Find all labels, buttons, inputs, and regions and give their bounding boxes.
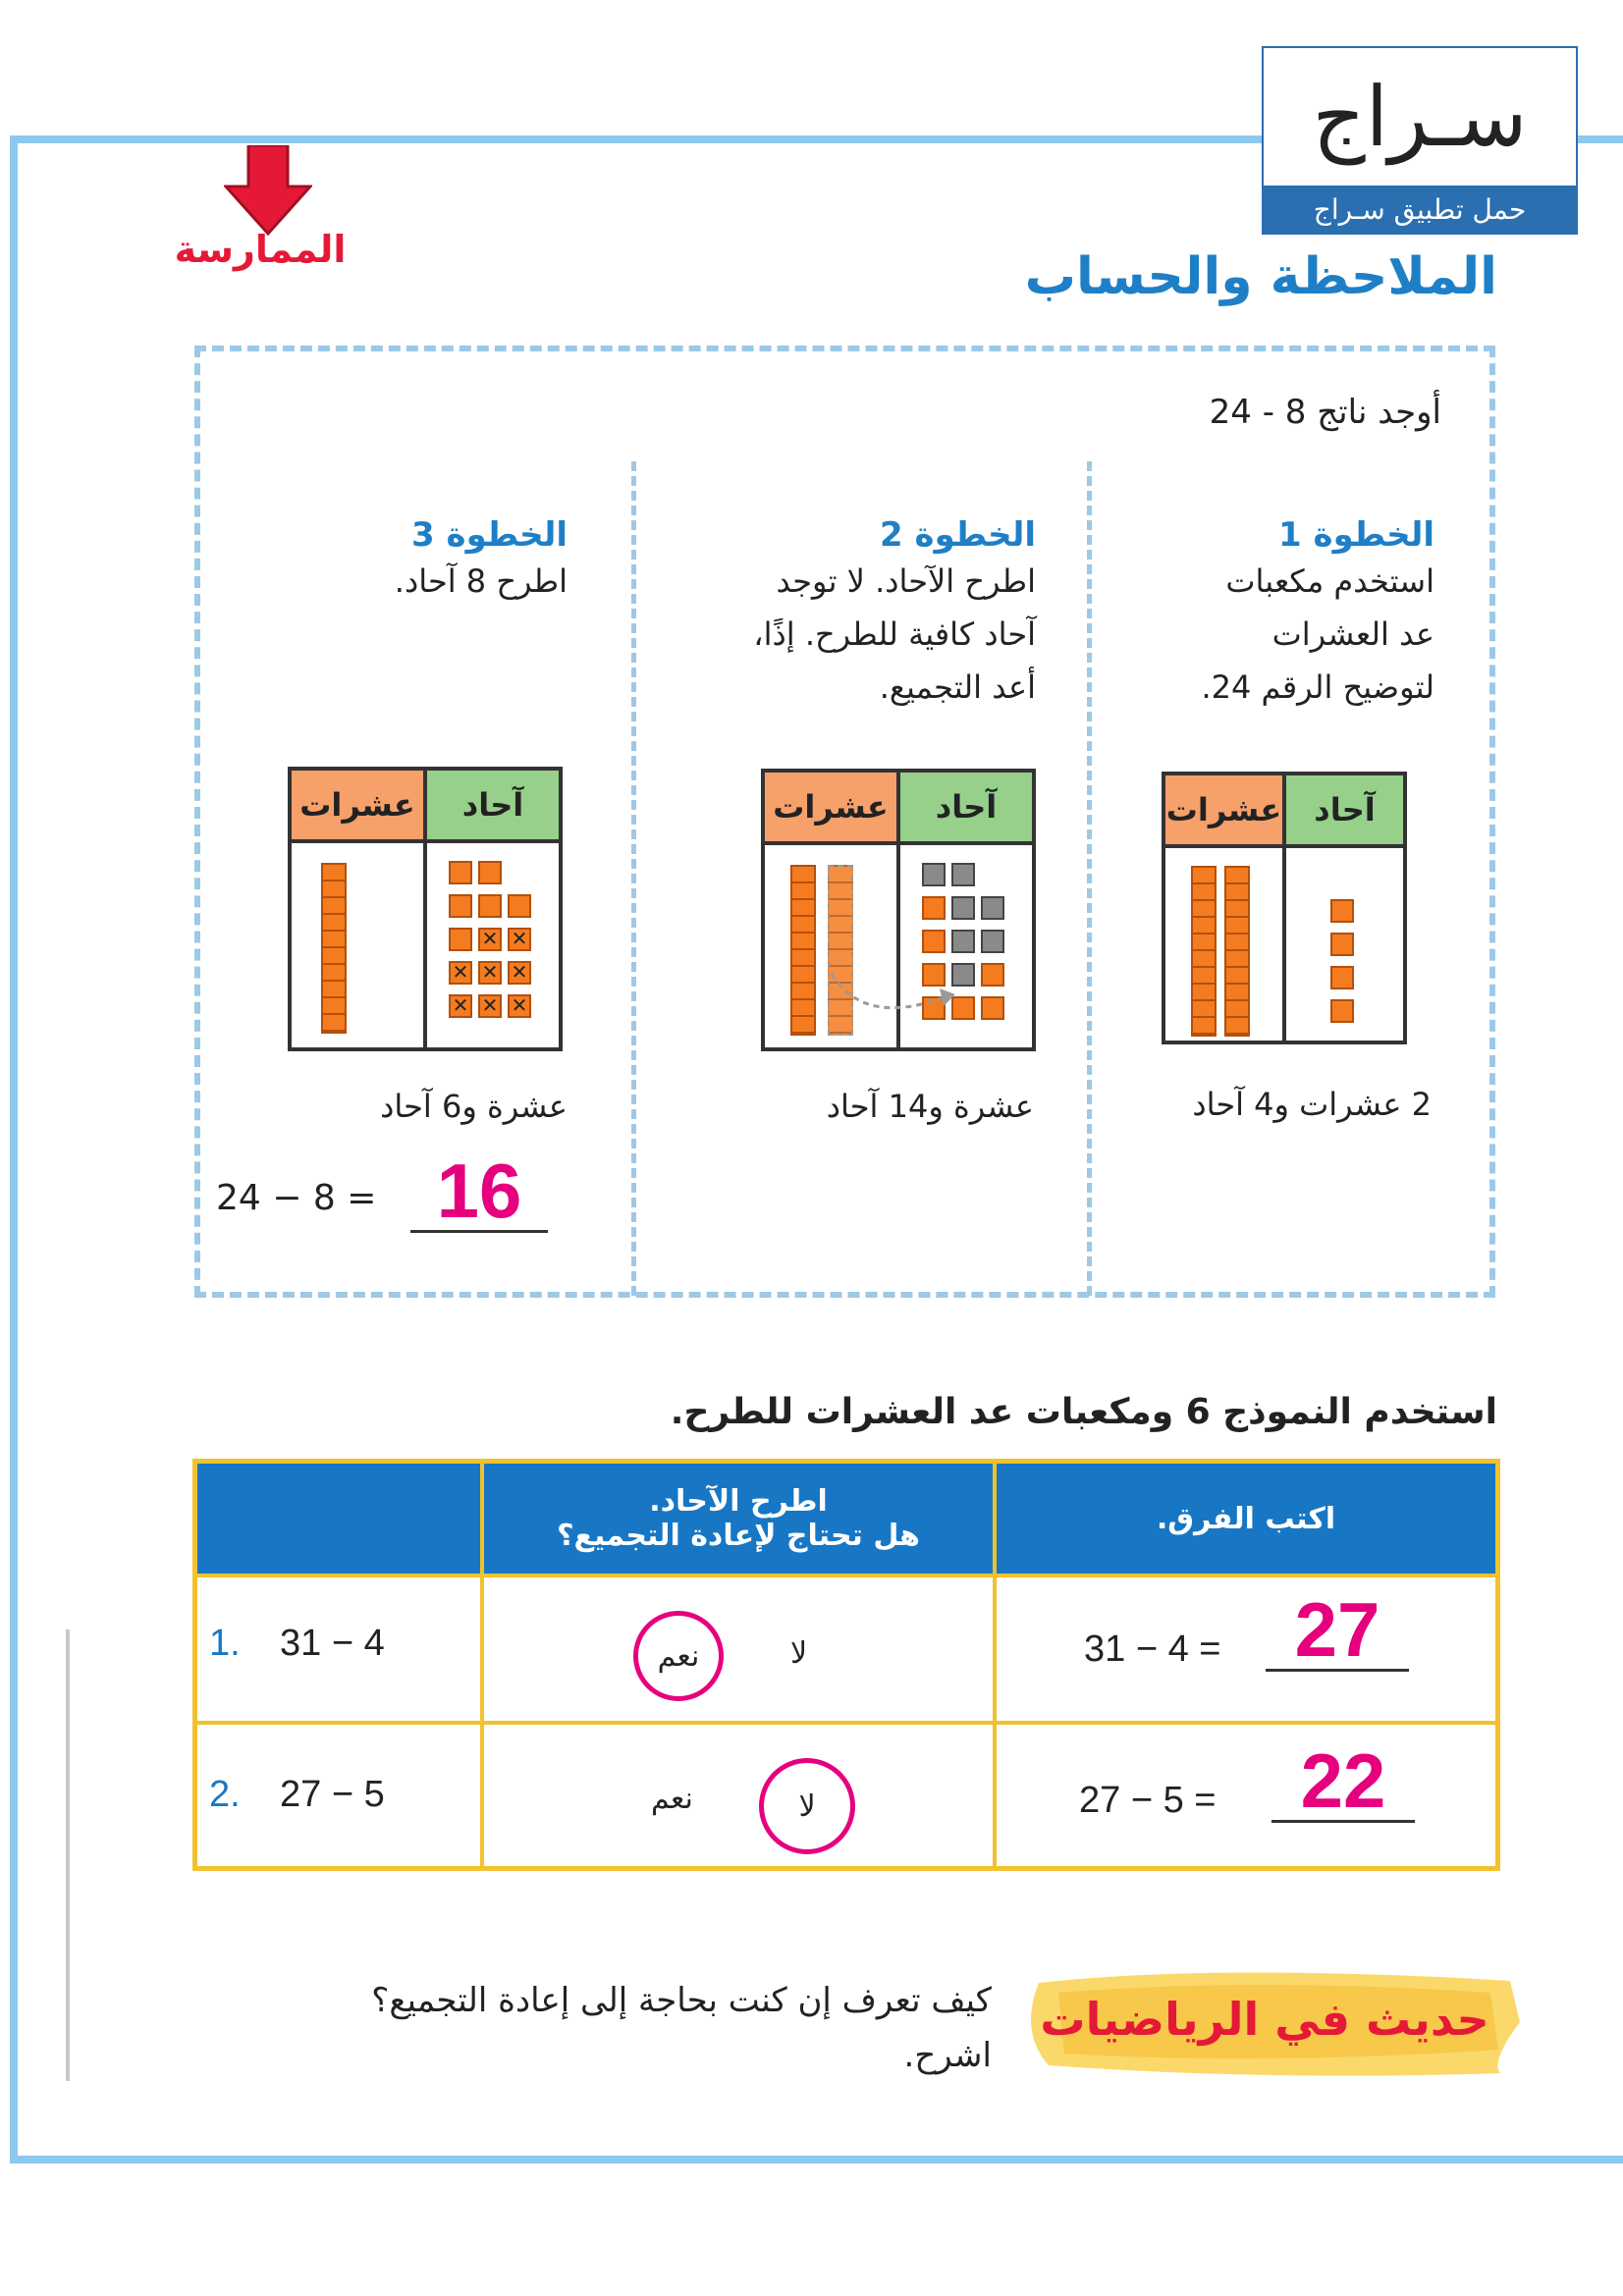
table-header-difference: اكتب الفرق. bbox=[997, 1464, 1495, 1574]
ones-header: آحاد bbox=[1282, 775, 1403, 844]
crossed-unit-cube: ✕ bbox=[508, 994, 531, 1018]
yes-label: نعم bbox=[657, 1638, 700, 1674]
talk-math-banner bbox=[1019, 1963, 1530, 2081]
step-3-title: الخطوة 3 bbox=[411, 515, 568, 555]
step-1 bbox=[1022, 515, 1434, 714]
step-3-answer-line bbox=[410, 1147, 548, 1233]
step-1-result: 2 عشرات و4 آحاد bbox=[1192, 1086, 1432, 1123]
step-2-line: اطرح الآحاد. لا توجد bbox=[776, 562, 1036, 600]
step-1-line: استخدم مكعبات bbox=[1225, 562, 1434, 600]
unit-cube bbox=[922, 930, 946, 953]
siraj-logo[interactable] bbox=[1262, 46, 1578, 235]
unit-cube bbox=[922, 863, 946, 886]
step-2-line: أعد التجميع. bbox=[879, 668, 1036, 706]
unit-cube bbox=[981, 930, 1004, 953]
problem-statement: أوجد ناتج 8 - 24 bbox=[1209, 393, 1441, 432]
cell-divider bbox=[480, 1725, 484, 1866]
no-label: لا bbox=[798, 1789, 816, 1824]
crossed-unit-cube: ✕ bbox=[478, 928, 502, 951]
unit-cube bbox=[508, 894, 531, 918]
copyright-vertical-text bbox=[61, 1629, 77, 2081]
row-equation: 27 − 5 = bbox=[1079, 1780, 1217, 1821]
down-arrow-icon bbox=[224, 145, 312, 236]
table-header-regroup bbox=[484, 1464, 997, 1574]
step-3-equation: 24 − 8 = bbox=[216, 1178, 377, 1218]
unit-cube bbox=[449, 928, 472, 951]
table-header-regroup-line2: هل تحتاج لإعادة التجميع؟ bbox=[557, 1519, 920, 1553]
unit-cube bbox=[449, 861, 472, 884]
unit-cube bbox=[981, 963, 1004, 987]
unit-cube bbox=[1330, 933, 1354, 956]
logo-subtitle: حمل تطبيق سـراج bbox=[1264, 186, 1576, 233]
unit-cube bbox=[981, 996, 1004, 1020]
step-2-title: الخطوة 2 bbox=[880, 515, 1036, 555]
step-1-line: عد العشرات bbox=[1271, 615, 1434, 653]
unit-cube bbox=[951, 896, 975, 920]
answer-line bbox=[1271, 1736, 1415, 1823]
crossed-unit-cube: ✕ bbox=[478, 994, 502, 1018]
unit-cube bbox=[478, 894, 502, 918]
no-option[interactable]: لا bbox=[790, 1636, 808, 1671]
step-3-result: عشرة و6 آحاد bbox=[380, 1088, 568, 1125]
unit-cube bbox=[951, 930, 975, 953]
unit-cube bbox=[1330, 899, 1354, 923]
logo-title: سـراج bbox=[1312, 69, 1528, 165]
tens-area bbox=[1165, 848, 1286, 1041]
table-header-regroup-line1: اطرح الآحاد. bbox=[649, 1484, 828, 1519]
unit-cube bbox=[981, 896, 1004, 920]
ten-rod bbox=[790, 865, 816, 1036]
row-problem: 27 − 5 bbox=[280, 1774, 385, 1815]
talk-math-question: كيف تعرف إن كنت بحاجة إلى إعادة التجميع؟ اشرح. bbox=[371, 1981, 992, 2075]
regroup-arrow-icon bbox=[824, 969, 971, 1028]
unit-cube bbox=[478, 861, 502, 884]
answer-line bbox=[1266, 1585, 1409, 1672]
no-option-circled[interactable] bbox=[759, 1758, 855, 1854]
place-value-mat-step-3 bbox=[288, 767, 563, 1051]
row-problem: 31 − 4 bbox=[280, 1623, 385, 1664]
place-value-mat-step-1 bbox=[1162, 772, 1407, 1044]
tens-header: عشرات bbox=[1165, 775, 1282, 844]
row-equation: 31 − 4 = bbox=[1084, 1629, 1221, 1670]
ones-area bbox=[427, 843, 559, 1047]
ones-area bbox=[1286, 848, 1403, 1041]
cell-divider bbox=[993, 1725, 997, 1866]
tens-header: عشرات bbox=[765, 773, 896, 841]
ones-header: آحاد bbox=[423, 771, 559, 839]
step-3 bbox=[175, 515, 568, 608]
step-2-line: آحاد كافية للطرح. إذًا، bbox=[753, 615, 1036, 653]
practice-label: الممارسة bbox=[174, 228, 347, 271]
step-3-line: اطرح 8 آحاد. bbox=[394, 562, 568, 600]
cell-divider bbox=[480, 1577, 484, 1721]
ten-rod bbox=[1191, 866, 1217, 1037]
ten-rod bbox=[321, 863, 347, 1034]
crossed-unit-cube: ✕ bbox=[478, 961, 502, 985]
yes-option-circled[interactable] bbox=[633, 1611, 724, 1701]
row-number: 2. bbox=[209, 1774, 241, 1815]
talk-math-title: حديث في الرياضيات bbox=[1040, 1993, 1489, 2046]
unit-cube bbox=[922, 896, 946, 920]
step-2 bbox=[604, 515, 1036, 714]
unit-cube bbox=[1330, 999, 1354, 1023]
unit-cube bbox=[951, 863, 975, 886]
tens-area bbox=[292, 843, 427, 1047]
ten-rod bbox=[1224, 866, 1250, 1037]
place-value-mat-step-2 bbox=[761, 769, 1036, 1051]
row-number: 1. bbox=[209, 1623, 241, 1664]
crossed-unit-cube: ✕ bbox=[449, 961, 472, 985]
step-3-answer: 16 bbox=[436, 1148, 522, 1234]
row-answer: 27 bbox=[1294, 1586, 1380, 1673]
crossed-unit-cube: ✕ bbox=[449, 994, 472, 1018]
cell-divider bbox=[993, 1577, 997, 1721]
ones-header: آحاد bbox=[896, 773, 1032, 841]
yes-option[interactable]: نعم bbox=[651, 1782, 693, 1816]
table-row bbox=[197, 1721, 1495, 1866]
section-title: الملاحظة والحساب bbox=[1024, 247, 1497, 306]
step-1-line: لتوضيح الرقم 24. bbox=[1201, 668, 1434, 706]
table-row bbox=[197, 1574, 1495, 1721]
step-2-result: عشرة و14 آحاد bbox=[826, 1088, 1034, 1125]
crossed-unit-cube: ✕ bbox=[508, 961, 531, 985]
unit-cube bbox=[1330, 966, 1354, 989]
step-1-title: الخطوة 1 bbox=[1278, 515, 1434, 555]
crossed-unit-cube: ✕ bbox=[508, 928, 531, 951]
row-answer: 22 bbox=[1300, 1737, 1386, 1824]
unit-cube bbox=[449, 894, 472, 918]
tens-header: عشرات bbox=[292, 771, 423, 839]
table-header-problem bbox=[197, 1464, 484, 1574]
instruction: استخدم النموذج 6 ومكعبات عد العشرات للطرح. bbox=[670, 1392, 1497, 1432]
practice-table bbox=[192, 1459, 1500, 1871]
